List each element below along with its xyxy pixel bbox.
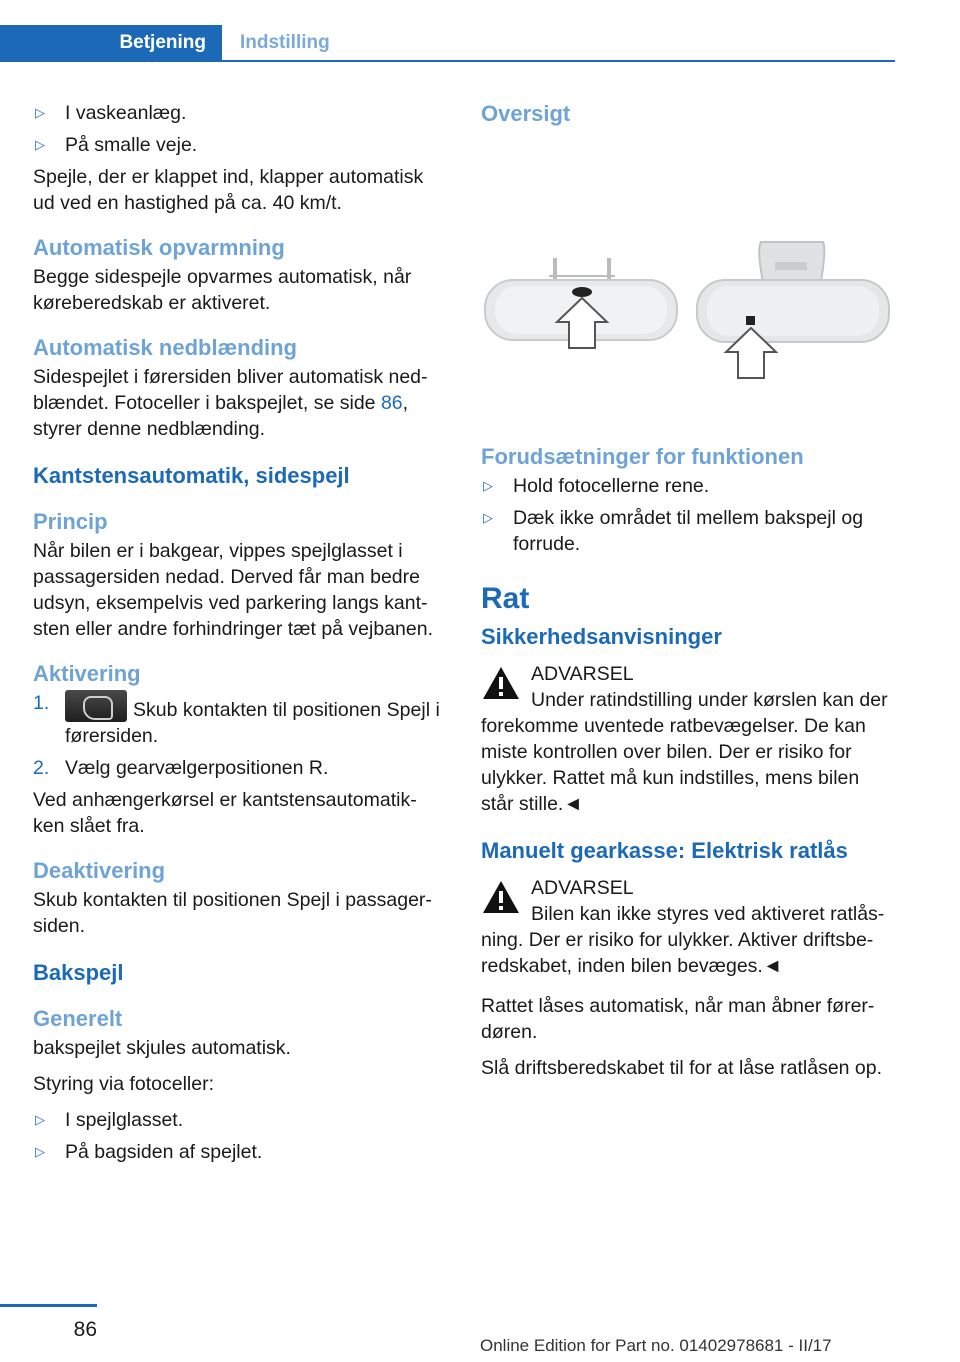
heading-forudsaetninger: Forudsætninger for funktionen	[481, 444, 804, 469]
heading-aktivering: Aktivering	[33, 661, 141, 686]
footer-rule	[0, 1304, 97, 1307]
rearview-mirror-illustration	[481, 170, 897, 400]
warning-line: Bilen kan ikke styres ved aktiveret ratlås-	[531, 903, 885, 925]
list-item: ▷ På smalle veje.	[35, 134, 198, 156]
heading-oversigt: Oversigt	[481, 101, 571, 126]
steps-list	[33, 690, 445, 781]
heading-deaktivering: Deaktivering	[33, 858, 166, 883]
heading-ratlaas: Manuelt gearkasse: Elektrisk ratlås	[481, 838, 848, 863]
triangle-bullet-icon: ▷	[35, 105, 45, 120]
paragraph-laases: Rattet låses automatisk, når man åbner fører-døren.	[481, 995, 875, 1043]
heading-princip: Princip	[33, 509, 108, 534]
triangle-bullet-icon: ▷	[483, 478, 493, 493]
paragraph-nedblaending: Sidespejlet i førersiden bliver automatisk ned-blændet. Fotoceller i bakspejlet, se side 86, styrer denne nedblænding.	[33, 366, 428, 440]
bullet-list-forudsaetninger	[481, 473, 897, 557]
triangle-bullet-icon: ▷	[35, 1144, 45, 1159]
paragraph-princip: Når bilen er i bakgear, vippes spejlglasset i passagersiden nedad. Derved får man bedre udsyn, eksempelvis ved parkering langs kant-sten eller andre forhindringer tæt på vejbanen.	[33, 540, 433, 640]
edition-footer: Online Edition for Part no. 01402978681 - II/17	[480, 1336, 832, 1355]
header-rule	[0, 60, 895, 62]
page-header	[0, 0, 895, 62]
bullet-list-folding	[33, 100, 445, 158]
list-item: ▷ I vaskeanlæg.	[35, 102, 187, 124]
warning-title: ADVARSEL	[531, 663, 634, 685]
paragraph-generelt: bakspejlet skjules automatisk.	[33, 1037, 291, 1059]
list-item: 1. Skub kontakten til positionen Spejl i førersiden.	[33, 692, 440, 747]
left-column	[33, 100, 445, 1171]
paragraph-deaktivering: Skub kontakten til positionen Spejl i passager-siden.	[33, 889, 432, 937]
paragraph-styring: Styring via fotoceller:	[33, 1073, 214, 1095]
bullet-list-fotoceller	[33, 1107, 445, 1165]
heading-sikkerhed: Sikkerhedsanvisninger	[481, 624, 722, 649]
list-item: ▷ I spejlglasset.	[35, 1109, 184, 1131]
warning-block-2	[481, 875, 897, 979]
page-number: 86	[73, 1318, 97, 1341]
heading-generelt: Generelt	[33, 1006, 123, 1031]
paragraph-opvarmning: Begge sidespejle opvarmes automatisk, når køreberedskab er aktiveret.	[33, 266, 412, 314]
list-item: 2. Vælg gearvælgerpositionen R.	[33, 757, 329, 779]
tab-indstilling[interactable]: Indstilling	[240, 31, 330, 53]
paragraph-anhaenger: Ved anhængerkørsel er kantstensautomatik-ken slået fra.	[33, 789, 417, 837]
heading-opvarmning: Automatisk opvarmning	[33, 235, 285, 260]
warning-triangle-icon	[481, 879, 521, 915]
tab-betjening[interactable]: Betjening	[0, 25, 222, 60]
page-link[interactable]: 86	[380, 392, 403, 414]
warning-text: ning. Der er risiko for ulykker. Aktiver driftsbe-redskabet, inden bilen bevæges.◄	[481, 929, 874, 977]
heading-kantstensautomatik: Kantstensautomatik, sidespejl	[33, 463, 350, 488]
triangle-bullet-icon: ▷	[483, 510, 493, 525]
mirror-switch-icon	[65, 690, 127, 722]
heading-rat: Rat	[481, 582, 530, 615]
triangle-bullet-icon: ▷	[35, 1112, 45, 1127]
warning-triangle-icon	[481, 665, 521, 701]
warning-block-1	[481, 661, 897, 817]
triangle-bullet-icon: ▷	[35, 137, 45, 152]
heading-bakspejl: Bakspejl	[33, 960, 124, 985]
warning-text: forekomme uventede ratbevægelser. De kan miste kontrollen over bilen. Der er risiko for ulykker. Rattet må kun indstilles, mens bilen står stille.◄	[481, 715, 866, 815]
paragraph-fold-speed: Spejle, der er klappet ind, klapper automatisk ud ved en hastighed på ca. 40 km/t.	[33, 166, 424, 214]
list-item: ▷ Hold fotocellerne rene.	[483, 475, 710, 497]
warning-title: ADVARSEL	[531, 877, 634, 899]
right-column	[481, 100, 897, 1091]
list-item: ▷ Dæk ikke området til mellem bakspejl og forrude.	[483, 507, 864, 555]
heading-nedblaending: Automatisk nedblænding	[33, 335, 297, 360]
warning-line: Under ratindstilling under kørslen kan der	[531, 689, 888, 711]
list-item: ▷ På bagsiden af spejlet.	[35, 1141, 263, 1163]
paragraph-slaa: Slå driftsberedskabet til for at låse ratlåsen op.	[481, 1057, 883, 1079]
